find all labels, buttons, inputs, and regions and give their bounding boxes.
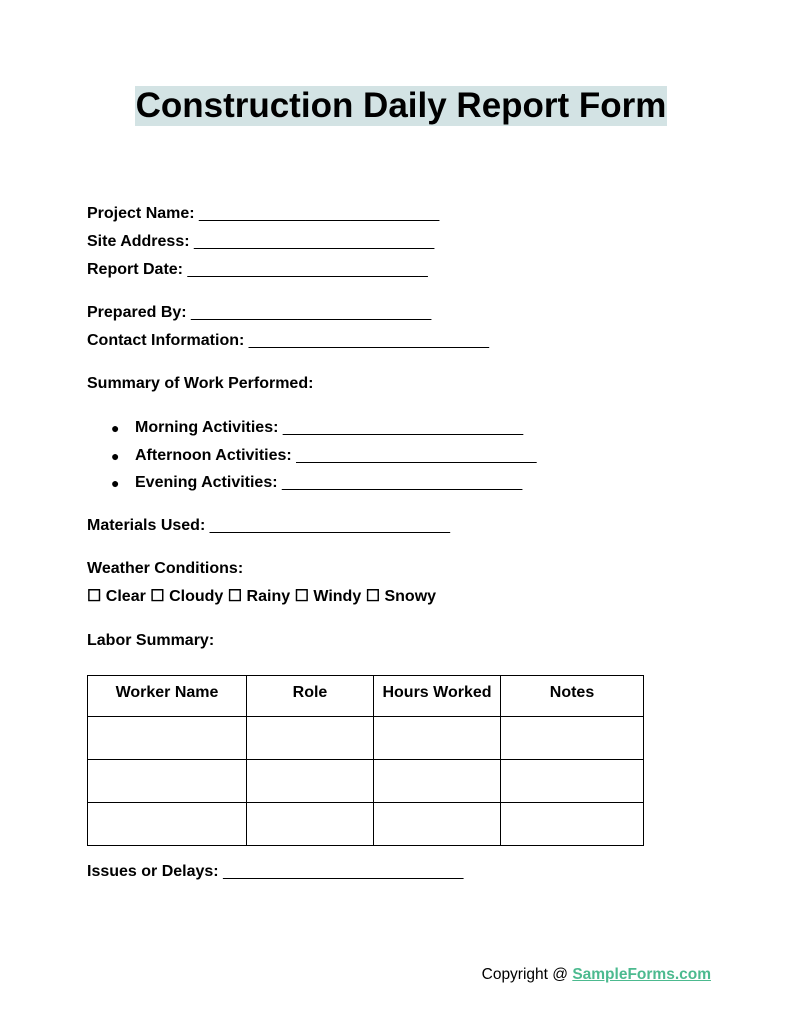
column-header-hours-worked: Hours Worked — [374, 676, 501, 717]
prepared-by-label: Prepared By: — [87, 304, 187, 321]
checkbox-icon[interactable]: ☐ — [87, 588, 102, 605]
report-date-blank[interactable]: ___________________________ — [187, 261, 428, 278]
afternoon-activities-label: Afternoon Activities: — [135, 446, 292, 464]
weather-option-clear[interactable]: Clear — [105, 588, 146, 605]
issues-or-delays-blank[interactable]: ___________________________ — [223, 863, 464, 880]
site-address-blank[interactable]: ___________________________ — [194, 233, 435, 250]
materials-used-blank[interactable]: ___________________________ — [209, 517, 450, 534]
morning-activities-label: Morning Activities: — [135, 419, 279, 436]
table-cell[interactable] — [247, 803, 374, 846]
report-date-field[interactable] — [87, 260, 428, 280]
contact-information-blank[interactable]: ___________________________ — [248, 332, 490, 349]
site-address-label: Site Address: — [87, 233, 190, 250]
weather-option-rainy[interactable]: Rainy — [246, 588, 291, 605]
evening-activities-label: Evening Activities: — [135, 474, 278, 491]
table-row — [88, 760, 644, 803]
table-cell[interactable] — [247, 760, 374, 803]
project-name-field[interactable] — [87, 204, 439, 224]
table-cell[interactable] — [374, 803, 501, 846]
weather-heading: Weather Conditions: — [87, 560, 244, 577]
column-header-role: Role — [247, 676, 374, 717]
prepared-by-blank[interactable]: ___________________________ — [191, 304, 432, 321]
table-cell[interactable] — [374, 760, 501, 803]
list-item[interactable] — [87, 446, 536, 474]
materials-used-label: Materials Used: — [87, 517, 206, 534]
afternoon-activities-blank[interactable]: ___________________________ — [296, 446, 537, 464]
project-name-label: Project Name: — [87, 205, 195, 222]
report-date-label: Report Date: — [87, 261, 184, 278]
table-header-row — [88, 676, 644, 717]
table-cell[interactable] — [88, 760, 247, 803]
bullet-icon: ● — [111, 447, 120, 464]
weather-option-snowy[interactable]: Snowy — [384, 588, 437, 605]
table-row — [88, 717, 644, 760]
page-title: Construction Daily Report Form — [135, 86, 667, 125]
prepared-by-field[interactable] — [87, 303, 431, 323]
checkbox-icon[interactable]: ☐ — [294, 588, 309, 605]
issues-or-delays-field[interactable] — [87, 862, 463, 882]
evening-activities-blank[interactable]: ___________________________ — [282, 474, 523, 491]
table-row — [88, 803, 644, 846]
table-cell[interactable] — [88, 717, 247, 760]
copyright-text: Copyright @ — [481, 966, 573, 983]
sampleforms-link[interactable]: SampleForms.com — [572, 966, 711, 983]
weather-option-cloudy[interactable]: Cloudy — [169, 588, 224, 605]
table-cell[interactable] — [374, 717, 501, 760]
labor-heading: Labor Summary: — [87, 632, 215, 649]
column-header-worker-name: Worker Name — [88, 676, 247, 717]
contact-information-label: Contact Information: — [87, 332, 245, 349]
checkbox-icon[interactable]: ☐ — [365, 588, 381, 605]
column-header-notes: Notes — [501, 676, 644, 717]
checkbox-icon[interactable]: ☐ — [150, 588, 165, 605]
weather-options — [87, 587, 436, 607]
bullet-icon: ● — [111, 420, 120, 436]
table-cell[interactable] — [501, 717, 644, 760]
summary-list — [87, 418, 536, 501]
issues-or-delays-label: Issues or Delays: — [87, 863, 219, 880]
project-name-blank[interactable]: ___________________________ — [199, 205, 440, 222]
morning-activities-blank[interactable]: ___________________________ — [282, 419, 524, 436]
list-item[interactable] — [87, 418, 536, 446]
checkbox-icon[interactable]: ☐ — [227, 588, 243, 605]
labor-table — [87, 675, 644, 846]
table-cell[interactable] — [88, 803, 247, 846]
site-address-field[interactable] — [87, 232, 434, 252]
footer — [482, 966, 711, 984]
weather-option-windy[interactable]: Windy — [313, 588, 362, 605]
table-cell[interactable] — [501, 760, 644, 803]
list-item[interactable] — [87, 473, 536, 501]
contact-information-field[interactable] — [87, 331, 489, 351]
table-cell[interactable] — [247, 717, 374, 760]
summary-heading: Summary of Work Performed: — [87, 375, 314, 392]
bullet-icon: ● — [111, 475, 120, 491]
materials-used-field[interactable] — [87, 516, 450, 536]
table-cell[interactable] — [501, 803, 644, 846]
